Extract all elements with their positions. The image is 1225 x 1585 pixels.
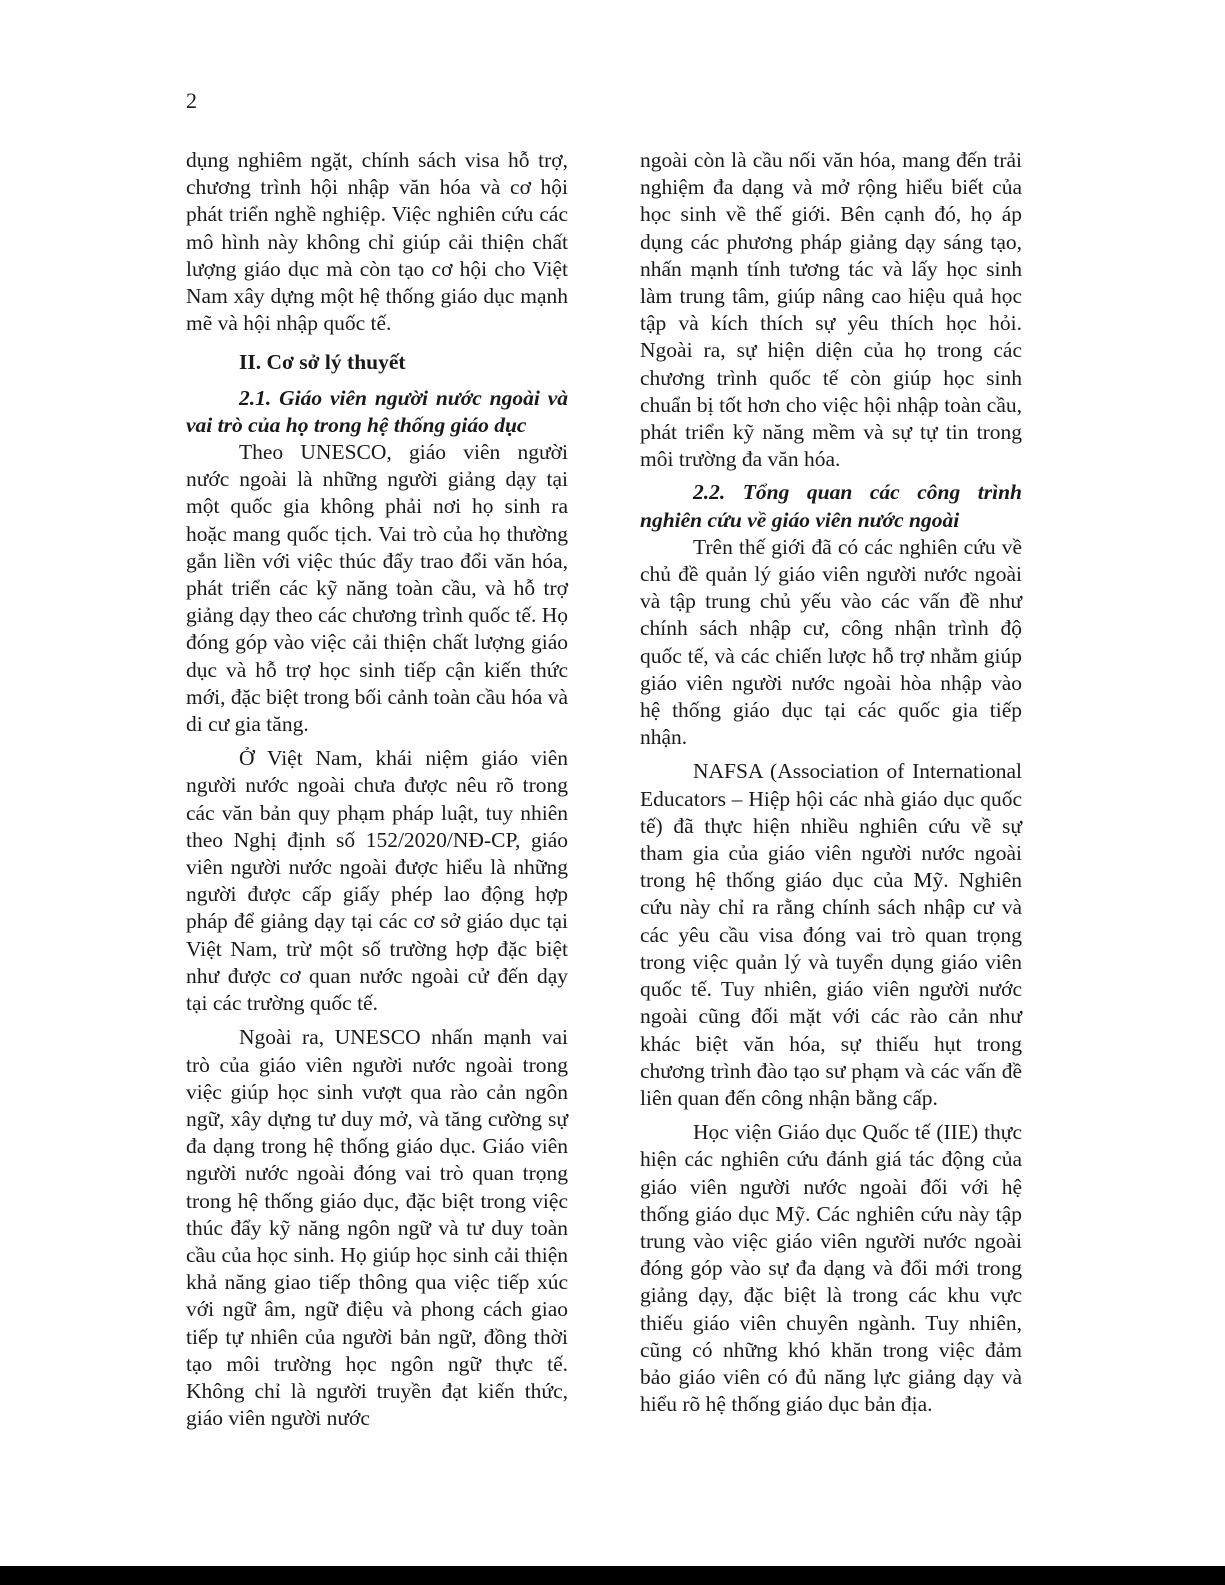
paragraph-moreover: Ngoài ra, UNESCO nhấn mạnh vai trò của giáo viên người nước ngoài trong việc giúp học sinh vượt qua rào cản ngôn ngữ, xây dựng tư duy mở, và tăng cường sự đa dạng trong hệ thống giáo dục. Giáo viên người nước ngoài đóng vai trò quan trọng trong hệ thống giáo dục, đặc biệt trong việc thúc đẩy kỹ năng ngôn ngữ và tư duy toàn cầu của học sinh. Họ giúp học sinh cải thiện khả năng giao tiếp thông qua việc tiếp xúc với ngữ âm, ngữ điệu và phong cách giao tiếp tự nhiên của người bản ngữ, đồng thời tạo môi trường học ngôn ngữ thực tế. Không chỉ là người truyền đạt kiến thức, giáo viên người nước [186,1025,568,1431]
page-number: 2 [186,88,197,113]
paragraph-nafsa: NAFSA (Association of International Educators – Hiệp hội các nhà giáo dục quốc tế) đã thực hiện nhiều nghiên cứu về sự tham gia của giáo viên người nước ngoài trong hệ thống giáo dục của Mỹ. Nghiên cứu này chỉ ra rằng chính sách nhập cư và các yêu cầu visa đóng vai trò quan trọng trong việc quản lý và tuyển dụng giáo viên quốc tế. Tuy nhiên, giáo viên người nước ngoài cũng đối mặt với các rào cản như khác biệt văn hóa, sự thiếu hụt trong chương trình đào tạo sư phạm và các vấn đề liên quan đến công nhận bằng cấp. [640,759,1022,1110]
paragraph-world-research: Trên thế giới đã có các nghiên cứu về chủ đề quản lý giáo viên người nước ngoài và tập trung chủ yếu vào các vấn đề như chính sách nhập cư, công nhận trình độ quốc tế, và các chiến lược hỗ trợ nhằm giúp giáo viên người nước ngoài hòa nhập vào hệ thống giáo dục tại các quốc gia tiếp nhận. [640,534,1022,750]
right-column [640,147,1022,1418]
left-column [186,147,568,1432]
section-heading: II. Cơ sở lý thuyết [239,350,406,375]
paragraph-vietnam: Ở Việt Nam, khái niệm giáo viên người nước ngoài chưa được nêu rõ trong các văn bản quy phạm pháp luật, tuy nhiên theo Nghị định số 152/2020/NĐ-CP, giáo viên người nước ngoài được hiểu là những người được cấp giấy phép lao động hợp pháp để giảng dạy tại các cơ sở giáo dục tại Việt Nam, trừ một số trường hợp đặc biệt như được cơ quan nước ngoài cử đến dạy tại các trường quốc tế. [186,746,568,1016]
paragraph-moreover-continued: ngoài còn là cầu nối văn hóa, mang đến trải nghiệm đa dạng và mở rộng hiểu biết của học sinh về thế giới. Bên cạnh đó, họ áp dụng các phương pháp giảng dạy sáng tạo, nhấn mạnh tính tương tác và lấy học sinh làm trung tâm, giúp nâng cao hiệu quả học tập và kích thích sự yêu thích học hỏi. Ngoài ra, sự hiện diện của họ trong các chương trình quốc tế còn giúp học sinh chuẩn bị tốt hơn cho việc hội nhập toàn cầu, phát triển kỹ năng mềm và sự tự tin trong môi trường đa văn hóa. [640,148,1022,472]
paragraph-unesco: Theo UNESCO, giáo viên người nước ngoài là những người giảng dạy tại một quốc gia không phải nơi họ sinh ra hoặc mang quốc tịch. Vai trò của họ thường gắn liền với việc thúc đẩy trao đổi văn hóa, phát triển các kỹ năng toàn cầu, và hỗ trợ giảng dạy theo các chương trình quốc tế. Họ đóng góp vào việc cải thiện chất lượng giáo dục và hỗ trợ học sinh tiếp cận kiến thức mới, đặc biệt trong bối cảnh toàn cầu hóa và di cư gia tăng. [186,440,568,737]
subsection-heading-2-2: 2.2. Tổng quan các công trình nghiên cứu về giáo viên nước ngoài [640,480,1022,532]
bottom-border-bar [0,1566,1225,1585]
paragraph-intro-continued: dụng nghiêm ngặt, chính sách visa hỗ trợ, chương trình hội nhập văn hóa và cơ hội phát triển nghề nghiệp. Việc nghiên cứu các mô hình này không chỉ giúp cải thiện chất lượng giáo dục mà còn tạo cơ hội cho Việt Nam xây dựng một hệ thống giáo dục mạnh mẽ và hội nhập quốc tế. [186,148,568,336]
paragraph-iie: Học viện Giáo dục Quốc tế (IIE) thực hiện các nghiên cứu đánh giá tác động của giáo viên người nước ngoài đối với hệ thống giáo dục Mỹ. Các nghiên cứu này tập trung vào việc giáo viên người nước ngoài đóng góp vào sự đa dạng và đổi mới trong giảng dạy, đặc biệt là trong các khu vực thiếu giáo viên chuyên ngành. Tuy nhiên, cũng có những khó khăn trong việc đảm bảo giáo viên có đủ năng lực giảng dạy và hiểu rõ hệ thống giáo dục bản địa. [640,1120,1022,1417]
subsection-heading-2-1: 2.1. Giáo viên người nước ngoài và vai trò của họ trong hệ thống giáo dục [186,385,568,437]
